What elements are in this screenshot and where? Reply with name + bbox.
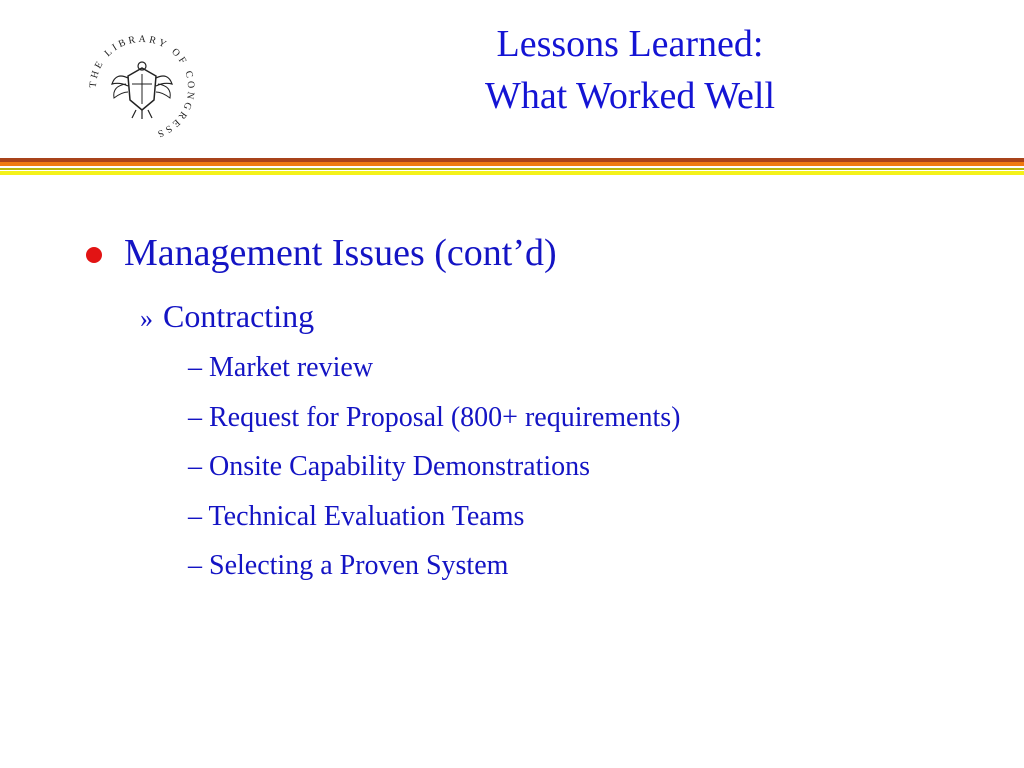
bullet-level2-marker: »	[140, 304, 153, 333]
list-item: – Market review	[188, 352, 374, 383]
bullet-dot-icon	[86, 247, 102, 263]
bullet-level1-label: Management Issues (cont’d)	[124, 232, 557, 274]
bullet-level1	[86, 228, 557, 278]
title-line-2: What Worked Well	[484, 75, 776, 117]
list-item: – Onsite Capability Demonstrations	[188, 451, 591, 482]
list-item: – Selecting a Proven System	[188, 550, 509, 581]
bullet-level2-label: Contracting	[163, 298, 315, 334]
divider-rule-yellow	[0, 171, 1024, 175]
divider-rule-orange	[0, 162, 1024, 166]
slide-title	[360, 18, 900, 122]
library-of-congress-seal-icon	[82, 28, 202, 148]
list-item: – Request for Proposal (800+ requirements)	[188, 402, 681, 433]
eagle-shield-icon	[112, 62, 172, 119]
bullet-level2	[140, 294, 314, 341]
seal-text: THE LIBRARY OF CONGRESS	[87, 33, 197, 141]
title-line-1: Lessons Learned:	[496, 23, 764, 65]
list-item: – Technical Evaluation Teams	[188, 501, 525, 532]
divider-rule-olive	[0, 168, 1024, 170]
